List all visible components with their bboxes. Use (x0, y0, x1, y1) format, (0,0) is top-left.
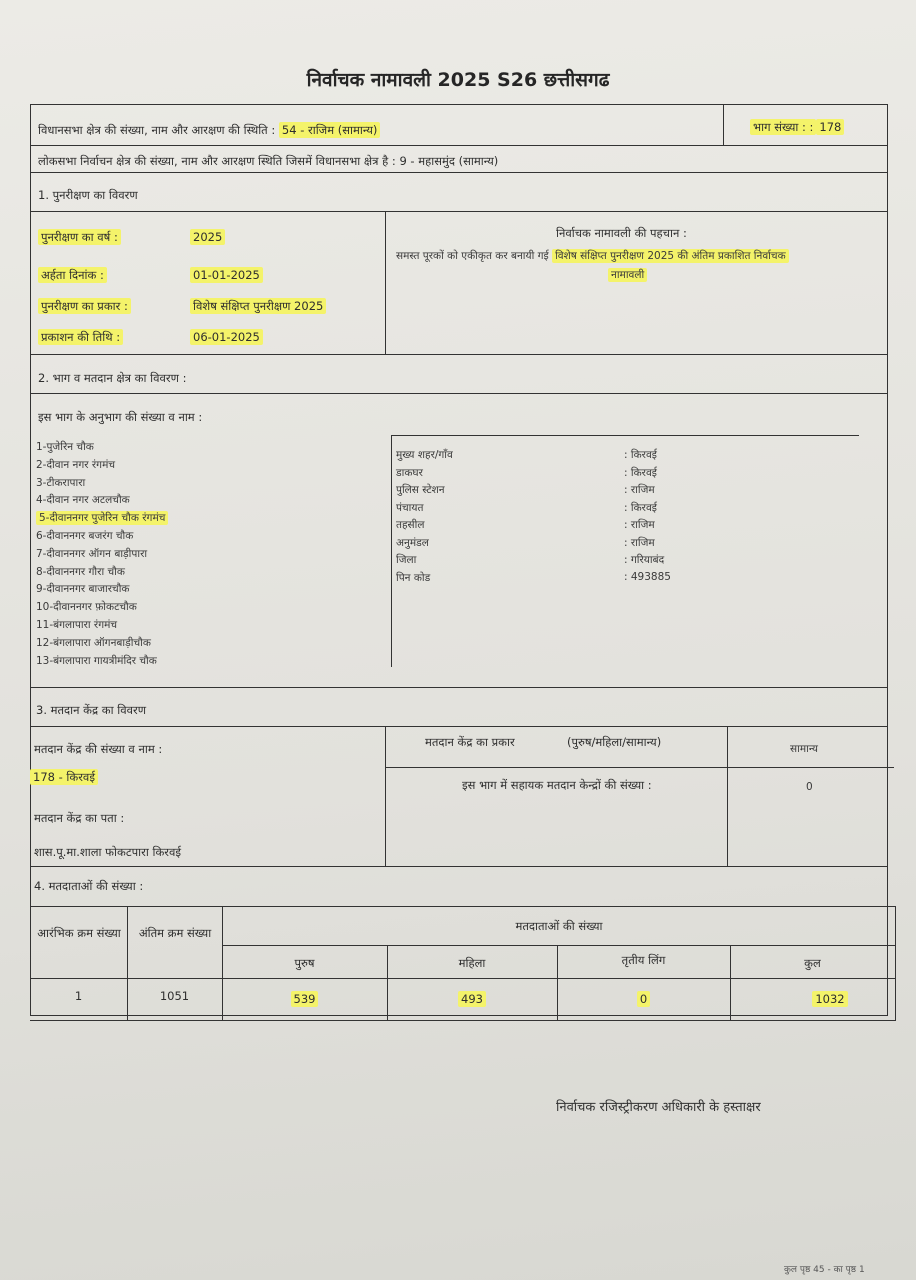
detail-label: पिन कोड (396, 571, 431, 584)
address-value: शास.पू.मा.शाला फोकटपारा किरवई (34, 845, 182, 859)
detail-value: : 493885 (624, 570, 671, 583)
female-header: महिला (458, 956, 486, 970)
part-number: भाग संख्या : : 178 (750, 120, 844, 135)
detail-label: पंचायत (396, 501, 424, 514)
section4-heading-bottom (30, 906, 896, 907)
total-value: 1032 (730, 992, 916, 1006)
voters-subheader-rule (222, 945, 896, 946)
start-serial-header: आरंभिक क्रम संख्या (37, 926, 121, 940)
revision-year-value: 2025 (190, 230, 225, 244)
section-item: 9-दीवाननगर बाजारचौक (36, 583, 130, 596)
total-header: कुल (804, 956, 821, 970)
detail-label: पुलिस स्टेशन (396, 484, 445, 496)
section3-heading: 3. मतदान केंद्र का विवरण (36, 703, 147, 717)
publication-date-value: 06-01-2025 (190, 330, 263, 344)
part-number-value: 178 (816, 119, 844, 135)
section1-heading: 1. पुनरीक्षण का विवरण (38, 188, 138, 202)
male-value: 539 (222, 992, 387, 1006)
section3-heading-bottom (30, 726, 888, 727)
section4-heading: 4. मतदाताओं की संख्या : (34, 879, 144, 893)
detail-label: अनुमंडल (396, 536, 429, 549)
third-gender-value: 0 (557, 992, 730, 1006)
end-serial-value: 1051 (159, 989, 190, 1003)
start-serial-value: 1 (74, 989, 83, 1003)
section2-subheading: इस भाग के अनुभाग की संख्या व नाम : (38, 410, 203, 424)
section1-bottom (30, 354, 888, 355)
detail-value: : किरवई (624, 449, 657, 461)
roll-identity-heading: निर्वाचक नामावली की पहचान : (556, 226, 687, 240)
assembly-label: विधानसभा क्षेत्र की संख्या, नाम और आरक्षण की स्थिति : 54 - राजिम (सामान्य) (38, 123, 380, 138)
officer-signature-label: निर्वाचक रजिस्ट्रीकरण अधिकारी के हस्ताक्षर (556, 1100, 761, 1115)
publication-date-label: प्रकाशन की तिथि : (38, 330, 123, 345)
detail-value: : किरवई (624, 466, 657, 479)
assembly-value: 54 - राजिम (सामान्य) (279, 122, 380, 138)
section3-divider (385, 726, 386, 866)
station-type-options: (पुरुष/महिला/सामान्य) (567, 735, 662, 749)
detail-value: : राजिम (624, 536, 655, 549)
section1-heading-bottom (30, 211, 888, 212)
main-frame (30, 104, 888, 1016)
section-item: 2-दीवान नगर रंगमंच (36, 458, 116, 471)
station-value: 178 - किरवई (30, 770, 98, 785)
aux-stations-value: 0 (806, 781, 813, 793)
section-item: 8-दीवाननगर गौरा चौक (36, 565, 125, 578)
page-title: निर्वाचक नामावली 2025 S26 छत्तीसगढ (306, 69, 610, 91)
section-item: 7-दीवाननगर ऑगन बाड़ीपारा (36, 547, 148, 560)
section3-type-divider (727, 726, 728, 866)
section-item: 3-टीकरापारा (36, 476, 86, 489)
section-item: 10-दीवाननगर फ़ोकटचौक (36, 601, 137, 614)
loksabha-line: लोकसभा निर्वाचन क्षेत्र की संख्या, नाम और आरक्षण स्थिति जिसमें विधानसभा क्षेत्र है : 9 - महासमुंद (सामान्य) (38, 154, 499, 168)
table-header-bottom (30, 978, 896, 979)
detail-label: जिला (396, 554, 417, 566)
details-divider (391, 435, 392, 667)
detail-label: तहसील (396, 519, 425, 531)
roll-identity-text: समस्त पूरकों को एकीकृत कर बनायी गई विशेष संक्षिप्त पुनरीक्षण 2025 की अंतिम प्रकाशित निर्वाचक (396, 249, 789, 263)
station-label: मतदान केंद्र की संख्या व नाम : (34, 742, 163, 756)
roll-identity-text-2: नामावली (608, 268, 647, 282)
section-item: 12-बंगलापारा ऑगनबाड़ीचौक (36, 636, 151, 649)
row2-bottom (30, 172, 888, 173)
detail-value: : किरवई (624, 501, 657, 514)
section2-heading: 2. भाग व मतदान क्षेत्र का विवरण : (38, 371, 187, 385)
detail-value: : गरियाबंद (624, 554, 665, 566)
revision-type-label: पुनरीक्षण का प्रकार : (38, 299, 131, 314)
qualifying-date-label: अर्हता दिनांक : (38, 268, 107, 283)
section3-mid-rule (385, 767, 894, 768)
section-item: 11-बंगलापारा रंगमंच (36, 619, 118, 631)
detail-value: : राजिम (624, 484, 655, 496)
male-header: पुरुष (294, 956, 315, 970)
station-type-value: सामान्य (790, 743, 819, 755)
details-top-rule (391, 435, 859, 436)
section-item: 4-दीवान नगर अटलचौक (36, 494, 130, 507)
col-start-divider (127, 906, 128, 1021)
third-gender-header: तृतीय लिंग (621, 953, 666, 967)
section-item: 13-बंगलापारा गायत्रीमंदिर चौक (36, 654, 157, 667)
section1-divider (385, 211, 386, 354)
revision-type-value: विशेष संक्षिप्त पुनरीक्षण 2025 (190, 299, 326, 314)
section2-heading-bottom (30, 393, 888, 394)
row1-divider (723, 104, 724, 146)
qualifying-date-value: 01-01-2025 (190, 268, 263, 282)
section3-bottom (30, 866, 888, 867)
detail-value: : राजिम (624, 519, 655, 531)
revision-year-label: पुनरीक्षण का वर्ष : (38, 230, 121, 245)
table-bottom (30, 1020, 896, 1021)
section-item-highlighted: 5-दीवाननगर पुजेरिन चौक रंगमंच (36, 511, 168, 525)
end-serial-header: अंतिम क्रम संख्या (138, 926, 212, 940)
section-item: 6-दीवाननगर बजरंग चौक (36, 530, 134, 542)
aux-stations-label: इस भाग में सहायक मतदान केन्द्रों की संख्या : (462, 778, 652, 792)
page-footer: कुल पृष्ठ 45 - का पृष्ठ 1 (784, 1265, 865, 1275)
detail-label: डाकघर (396, 466, 423, 479)
section2-bottom (30, 687, 888, 688)
address-label: मतदान केंद्र का पता : (34, 811, 125, 825)
station-type-label: मतदान केंद्र का प्रकार (425, 735, 515, 749)
voters-count-header: मतदाताओं की संख्या (515, 919, 603, 933)
detail-label: मुख्य शहर/गाँव (396, 449, 453, 461)
section-item: 1-पुजेरिन चौक (36, 441, 94, 453)
female-value: 493 (387, 992, 557, 1006)
row1-bottom (30, 145, 888, 146)
